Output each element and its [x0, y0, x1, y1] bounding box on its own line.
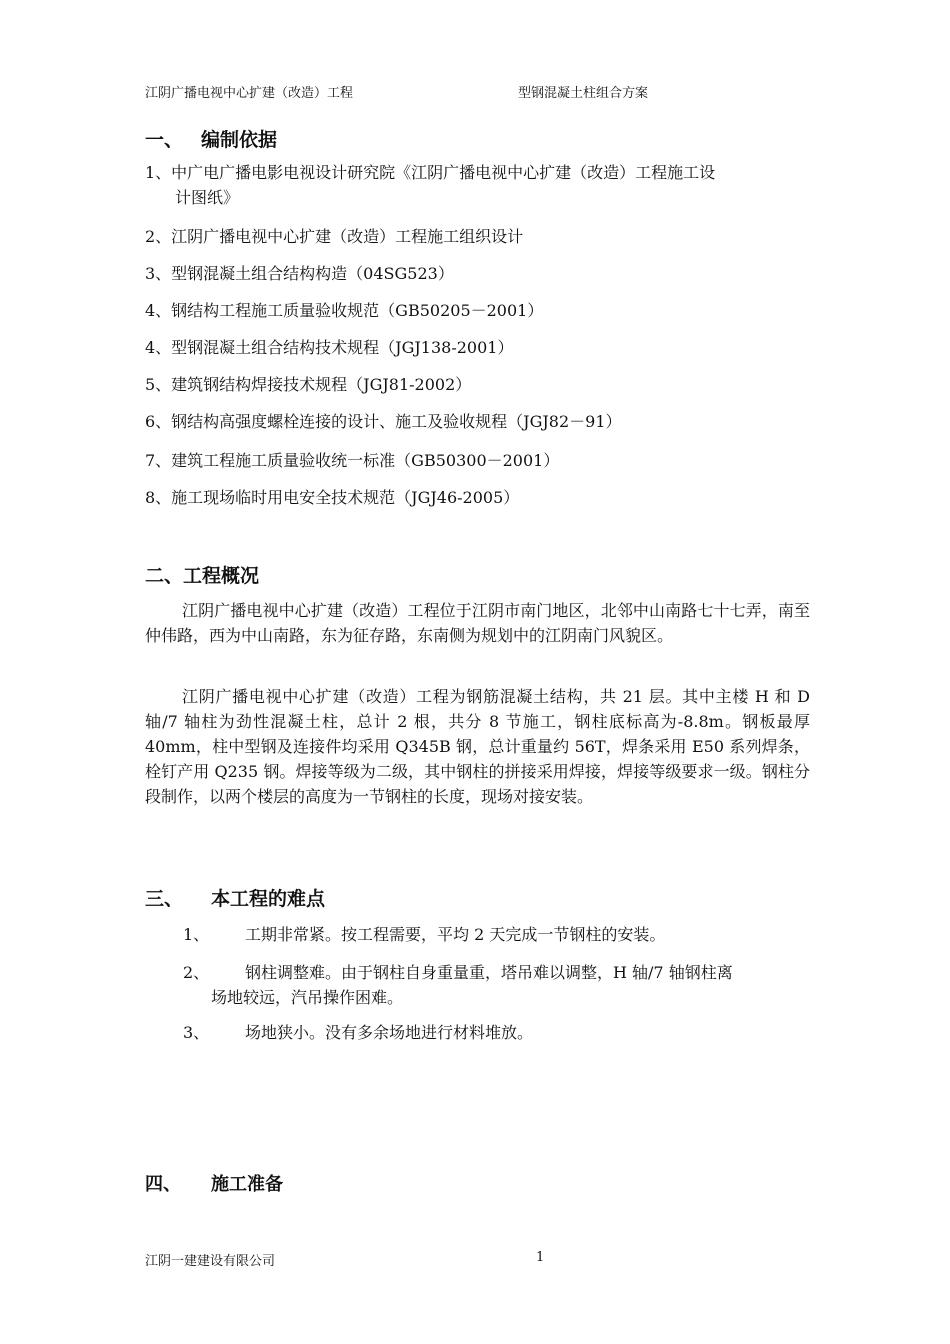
difficulty-text: 工期非常紧。按工程需要，平均 2 天完成一节钢柱的安装。	[245, 925, 666, 944]
section-number: 二、	[145, 565, 184, 587]
difficulty-item	[183, 960, 810, 1010]
section-1-heading	[145, 125, 277, 152]
section-3-heading	[145, 884, 325, 911]
section-title: 工程概况	[183, 565, 260, 587]
reference-item: 4、型钢混凝土组合结构技术规程（JGJ138-2001）	[145, 338, 514, 357]
section-title: 施工准备	[211, 1174, 283, 1195]
overview-paragraph: 江阴广播电视中心扩建（改造）工程位于江阴市南门地区，北邻中山南路七十七弄，南至仲伟路，西为中山南路，东为征存路，东南侧为规划中的江阴南门风貌区。	[145, 601, 810, 645]
difficulty-number: 2、	[183, 963, 210, 982]
section-number: 四、	[145, 1174, 181, 1195]
overview-paragraph: 江阴广播电视中心扩建（改造）工程为钢筋混凝土结构，共 21 层。其中主楼 H 和 D 轴/7 轴柱为劲性混凝土柱，总计 2 根，共分 8 节施工，钢柱底标高为-8.8m。钢板最厚 40mm，柱中型钢及连接件均采用 Q345B 钢，总计重量约 56T，焊条采用 E50 系列焊条，栓钉产用 Q235 钢。焊接等级为二级，其中钢柱的拼接采用焊接，焊接等级要求一级。钢柱分段制作，以两个楼层的高度为一节钢柱的长度，现场对接安装。	[145, 687, 810, 806]
header-project-name: 江阴广播电视中心扩建（改造）工程	[145, 86, 354, 101]
footer-company: 江阴一建建设有限公司	[145, 1254, 276, 1269]
footer-page-number: 1	[536, 1250, 545, 1265]
difficulty-item	[183, 1020, 810, 1045]
difficulty-text: 场地狭小。没有多余场地进行材料堆放。	[245, 1023, 534, 1042]
reference-item	[145, 160, 810, 210]
header-document-title: 型钢混凝土柱组合方案	[518, 86, 649, 101]
reference-item: 7、建筑工程施工质量验收统一标准（GB50300－2001）	[145, 451, 560, 470]
difficulty-number: 1、	[183, 925, 210, 944]
reference-item: 5、建筑钢结构焊接技术规程（JGJ81-2002）	[145, 375, 472, 394]
reference-item-continuation: 计图纸》	[175, 188, 240, 207]
reference-item: 3、型钢混凝土组合结构构造（04SG523）	[145, 264, 454, 283]
difficulty-number: 3、	[183, 1023, 210, 1042]
difficulty-text-continuation: 场地较远，汽吊操作困难。	[211, 988, 404, 1007]
section-title: 本工程的难点	[211, 888, 326, 910]
section-2-heading	[145, 561, 259, 588]
reference-item: 4、钢结构工程施工质量验收规范（GB50205－2001）	[145, 301, 544, 320]
difficulty-item	[183, 922, 810, 947]
section-number: 三、	[145, 888, 184, 910]
section-4-heading	[145, 1170, 283, 1196]
reference-item: 2、江阴广播电视中心扩建（改造）工程施工组织设计	[145, 227, 524, 246]
reference-item: 6、钢结构高强度螺栓连接的设计、施工及验收规程（JGJ82－91）	[145, 412, 622, 431]
difficulty-text: 钢柱调整难。由于钢柱自身重量重，塔吊难以调整，H 轴/7 轴钢柱离	[245, 963, 733, 982]
reference-item: 8、施工现场临时用电安全技术规范（JGJ46-2005）	[145, 488, 520, 507]
section-number: 一、	[145, 129, 184, 151]
section-title: 编制依据	[201, 129, 278, 151]
reference-item-text: 1、中广电广播电影电视设计研究院《江阴广播电视中心扩建（改造）工程施工设	[145, 163, 716, 182]
